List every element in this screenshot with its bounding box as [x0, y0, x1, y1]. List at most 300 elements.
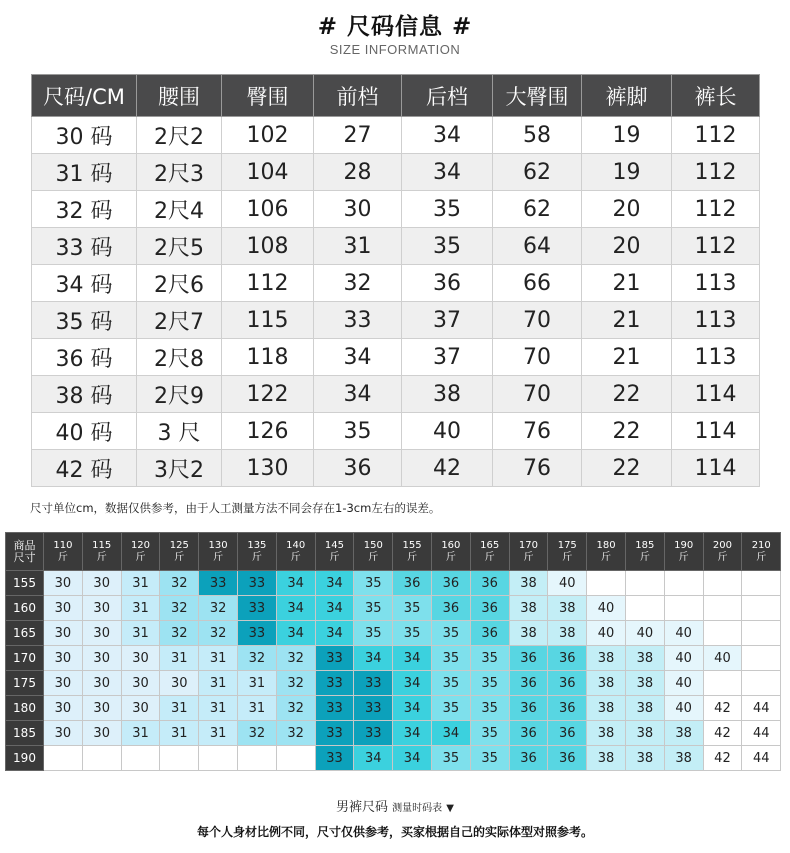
ref-size-cell: 31 — [199, 646, 238, 671]
ref-size-cell: 44 — [742, 746, 781, 771]
weight-value: 120 — [130, 539, 151, 551]
weight-col-header — [431, 533, 470, 571]
ref-size-cell — [587, 571, 626, 596]
corner-label: 尺寸 — [13, 550, 36, 564]
size-value-cell: 34 — [402, 117, 493, 154]
ref-size-cell: 40 — [548, 571, 587, 596]
size-value-cell: 19 — [582, 117, 672, 154]
ref-size-cell: 34 — [276, 621, 315, 646]
ref-size-cell: 35 — [431, 696, 470, 721]
weight-value: 165 — [480, 539, 500, 551]
size-table-row — [32, 339, 760, 376]
size-value-cell: 58 — [493, 117, 582, 154]
weight-value: 150 — [363, 539, 383, 551]
ref-size-cell — [703, 621, 742, 646]
size-col-header: 尺码/CM — [32, 75, 137, 117]
ref-size-cell: 40 — [664, 621, 703, 646]
size-value-cell: 35 — [314, 413, 402, 450]
ref-size-cell: 35 — [431, 646, 470, 671]
ref-size-cell: 31 — [160, 721, 199, 746]
ref-size-cell: 38 — [587, 721, 626, 746]
size-col-header: 前档 — [314, 75, 402, 117]
height-row-header: 180 — [6, 696, 44, 721]
size-value-cell: 35 — [402, 228, 493, 265]
size-label-cell: 30 码 — [32, 117, 137, 154]
size-value-cell: 114 — [672, 450, 760, 487]
ref-size-cell: 33 — [237, 571, 276, 596]
weight-col-header — [664, 533, 703, 571]
ref-size-cell — [742, 596, 781, 621]
ref-size-cell: 38 — [587, 746, 626, 771]
size-value-cell: 118 — [222, 339, 314, 376]
size-value-cell: 27 — [314, 117, 402, 154]
ref-size-cell: 34 — [315, 596, 354, 621]
ref-size-cell — [664, 571, 703, 596]
weight-unit: 斤 — [523, 551, 534, 563]
ref-size-cell: 34 — [315, 571, 354, 596]
ref-size-cell — [121, 746, 160, 771]
size-label-cell: 36 码 — [32, 339, 137, 376]
ref-size-cell: 38 — [625, 721, 664, 746]
size-value-cell: 3 尺 — [137, 413, 222, 450]
ref-size-cell — [742, 571, 781, 596]
ref-size-cell — [44, 746, 83, 771]
size-value-cell: 34 — [314, 339, 402, 376]
weight-col-header — [199, 533, 238, 571]
weight-value: 185 — [635, 539, 655, 551]
weight-value: 175 — [557, 539, 577, 551]
ref-size-cell: 35 — [431, 621, 470, 646]
ref-size-cell: 34 — [315, 621, 354, 646]
size-value-cell: 2尺3 — [137, 154, 222, 191]
size-value-cell: 113 — [672, 339, 760, 376]
size-value-cell: 40 — [402, 413, 493, 450]
ref-size-cell: 35 — [470, 646, 509, 671]
weight-unit: 斤 — [756, 551, 767, 563]
ref-size-cell: 42 — [703, 746, 742, 771]
ref-size-cell: 35 — [354, 571, 393, 596]
weight-col-header — [160, 533, 199, 571]
ref-size-cell: 40 — [587, 596, 626, 621]
ref-size-cell: 33 — [354, 696, 393, 721]
ref-size-cell: 35 — [470, 696, 509, 721]
ref-size-cell: 36 — [509, 721, 548, 746]
size-label-cell: 32 码 — [32, 191, 137, 228]
ref-size-cell: 34 — [393, 696, 432, 721]
ref-size-cell: 31 — [160, 696, 199, 721]
ref-size-cell: 36 — [470, 621, 509, 646]
ref-size-cell: 31 — [160, 646, 199, 671]
size-table-row — [32, 376, 760, 413]
ref-size-cell: 44 — [742, 721, 781, 746]
ref-size-cell: 36 — [548, 696, 587, 721]
ref-size-cell: 33 — [354, 721, 393, 746]
ref-size-cell — [276, 746, 315, 771]
size-value-cell: 112 — [672, 228, 760, 265]
weight-unit: 斤 — [368, 551, 379, 563]
size-value-cell: 106 — [222, 191, 314, 228]
weight-col-header — [703, 533, 742, 571]
size-label-cell: 35 码 — [32, 302, 137, 339]
size-value-cell: 112 — [672, 154, 760, 191]
ref-size-cell: 30 — [82, 646, 121, 671]
ref-size-cell: 40 — [587, 621, 626, 646]
weight-value: 180 — [596, 539, 616, 551]
weight-height-reference-table — [5, 532, 781, 771]
weight-value: 155 — [402, 539, 422, 551]
size-label-cell: 40 码 — [32, 413, 137, 450]
size-value-cell: 20 — [582, 191, 672, 228]
size-value-cell: 19 — [582, 154, 672, 191]
ref-size-cell — [703, 571, 742, 596]
size-info-table — [31, 74, 760, 487]
weight-value: 170 — [518, 539, 538, 551]
ref-size-cell: 32 — [276, 646, 315, 671]
ref-size-cell: 32 — [276, 671, 315, 696]
weight-unit: 斤 — [717, 551, 728, 563]
size-value-cell: 112 — [672, 117, 760, 154]
weight-value: 210 — [751, 539, 771, 551]
height-row-header: 155 — [6, 571, 44, 596]
ref-size-cell: 40 — [625, 621, 664, 646]
size-value-cell: 112 — [672, 191, 760, 228]
size-value-cell: 66 — [493, 265, 582, 302]
ref-size-cell: 30 — [44, 571, 83, 596]
ref-table-row — [6, 621, 781, 646]
size-value-cell: 36 — [402, 265, 493, 302]
height-row-header: 165 — [6, 621, 44, 646]
ref-size-cell: 35 — [470, 671, 509, 696]
size-value-cell: 2尺5 — [137, 228, 222, 265]
size-table-row — [32, 450, 760, 487]
size-value-cell: 122 — [222, 376, 314, 413]
ref-size-cell: 31 — [199, 671, 238, 696]
size-value-cell: 21 — [582, 265, 672, 302]
ref-size-cell: 35 — [393, 621, 432, 646]
weight-col-header — [121, 533, 160, 571]
ref-size-cell: 31 — [121, 621, 160, 646]
size-value-cell: 34 — [402, 154, 493, 191]
size-value-cell: 32 — [314, 265, 402, 302]
ref-size-cell: 34 — [354, 746, 393, 771]
size-label-cell: 34 码 — [32, 265, 137, 302]
ref-size-cell: 33 — [199, 571, 238, 596]
weight-unit: 斤 — [445, 551, 456, 563]
weight-unit: 斤 — [251, 551, 262, 563]
size-value-cell: 3尺2 — [137, 450, 222, 487]
weight-col-header — [354, 533, 393, 571]
ref-size-cell: 36 — [548, 721, 587, 746]
ref-size-cell: 33 — [315, 721, 354, 746]
size-value-cell: 37 — [402, 302, 493, 339]
ref-size-cell: 36 — [431, 571, 470, 596]
ref-size-cell: 38 — [664, 746, 703, 771]
size-value-cell: 2尺6 — [137, 265, 222, 302]
ref-size-cell: 38 — [625, 696, 664, 721]
ref-size-cell: 30 — [44, 646, 83, 671]
size-table-row — [32, 265, 760, 302]
size-table-header — [32, 75, 760, 117]
ref-size-cell — [742, 621, 781, 646]
ref-size-cell: 30 — [121, 696, 160, 721]
size-value-cell: 126 — [222, 413, 314, 450]
caret-down-icon: ▼ — [446, 803, 454, 814]
ref-size-cell — [199, 746, 238, 771]
size-value-cell: 42 — [402, 450, 493, 487]
weight-value: 130 — [208, 539, 228, 551]
size-value-cell: 62 — [493, 154, 582, 191]
ref-size-cell: 31 — [199, 721, 238, 746]
size-label-cell: 42 码 — [32, 450, 137, 487]
ref-size-cell: 30 — [44, 596, 83, 621]
ref-size-cell: 36 — [509, 671, 548, 696]
ref-size-cell: 38 — [587, 646, 626, 671]
size-value-cell: 114 — [672, 413, 760, 450]
size-label-cell: 38 码 — [32, 376, 137, 413]
ref-size-cell: 38 — [509, 571, 548, 596]
size-value-cell: 28 — [314, 154, 402, 191]
ref-size-cell — [237, 746, 276, 771]
measurement-note: 尺寸单位cm，数据仅供参考，由于人工测量方法不同会存在1-3cm左右的误差。 — [30, 501, 441, 515]
weight-col-header — [548, 533, 587, 571]
weight-value: 135 — [247, 539, 267, 551]
weight-unit: 斤 — [96, 551, 107, 563]
ref-size-cell: 30 — [44, 671, 83, 696]
ref-size-cell: 38 — [625, 646, 664, 671]
size-value-cell: 20 — [582, 228, 672, 265]
ref-size-cell: 35 — [470, 746, 509, 771]
weight-value: 145 — [324, 539, 345, 551]
ref-size-cell: 30 — [121, 671, 160, 696]
size-col-header: 臀围 — [222, 75, 314, 117]
size-value-cell: 21 — [582, 339, 672, 376]
ref-size-cell — [160, 746, 199, 771]
disclaimer: 每个人身材比例不同，尺寸仅供参考，买家根据自己的实际体型对照参考。 — [196, 825, 593, 839]
size-value-cell: 113 — [672, 265, 760, 302]
weight-value: 115 — [92, 539, 112, 551]
weight-col-header — [237, 533, 276, 571]
weight-col-header — [742, 533, 781, 571]
ref-size-cell: 36 — [509, 746, 548, 771]
size-col-header: 后档 — [402, 75, 493, 117]
ref-corner-header — [6, 533, 44, 571]
ref-size-cell: 33 — [237, 596, 276, 621]
weight-col-header — [393, 533, 432, 571]
size-value-cell: 102 — [222, 117, 314, 154]
weight-unit: 斤 — [57, 551, 68, 563]
size-value-cell: 64 — [493, 228, 582, 265]
weight-col-header — [470, 533, 509, 571]
weight-unit: 斤 — [678, 551, 689, 563]
ref-size-cell: 34 — [393, 646, 432, 671]
ref-size-cell: 33 — [354, 671, 393, 696]
height-row-header: 190 — [6, 746, 44, 771]
weight-unit: 斤 — [562, 551, 573, 563]
ref-size-cell — [703, 596, 742, 621]
ref-table-row — [6, 646, 781, 671]
size-value-cell: 36 — [314, 450, 402, 487]
height-row-header: 170 — [6, 646, 44, 671]
height-row-header: 175 — [6, 671, 44, 696]
ref-size-cell: 30 — [82, 596, 121, 621]
size-value-cell: 37 — [402, 339, 493, 376]
weight-value: 160 — [441, 539, 461, 551]
weight-value: 200 — [712, 539, 732, 551]
caption-small-text: 测量时码表 — [392, 803, 443, 814]
size-col-header: 裤长 — [672, 75, 760, 117]
size-table-row — [32, 413, 760, 450]
size-label-cell: 31 码 — [32, 154, 137, 191]
ref-table-row — [6, 746, 781, 771]
ref-size-cell: 38 — [587, 696, 626, 721]
ref-size-cell: 30 — [44, 721, 83, 746]
size-table-row — [32, 154, 760, 191]
ref-size-cell: 30 — [82, 721, 121, 746]
ref-size-cell: 35 — [354, 596, 393, 621]
size-value-cell: 35 — [402, 191, 493, 228]
size-value-cell: 113 — [672, 302, 760, 339]
ref-size-cell: 36 — [548, 671, 587, 696]
weight-col-header — [625, 533, 664, 571]
size-table-row — [32, 302, 760, 339]
ref-size-cell: 42 — [703, 696, 742, 721]
weight-col-header — [82, 533, 121, 571]
size-value-cell: 22 — [582, 376, 672, 413]
ref-size-cell: 30 — [160, 671, 199, 696]
ref-size-cell — [742, 671, 781, 696]
weight-col-header — [587, 533, 626, 571]
height-row-header: 160 — [6, 596, 44, 621]
size-value-cell: 70 — [493, 376, 582, 413]
ref-table-header — [6, 533, 781, 571]
ref-size-cell: 30 — [121, 646, 160, 671]
size-value-cell: 70 — [493, 302, 582, 339]
ref-size-cell: 38 — [625, 671, 664, 696]
weight-value: 140 — [286, 539, 306, 551]
ref-size-cell: 31 — [121, 571, 160, 596]
weight-unit: 斤 — [329, 551, 340, 563]
ref-size-cell: 38 — [509, 596, 548, 621]
ref-table-body — [6, 571, 781, 771]
ref-size-cell: 33 — [315, 646, 354, 671]
ref-size-cell: 38 — [664, 721, 703, 746]
ref-size-cell: 35 — [431, 746, 470, 771]
weight-value: 110 — [53, 539, 73, 551]
size-value-cell: 2尺8 — [137, 339, 222, 376]
ref-size-cell: 31 — [237, 696, 276, 721]
size-value-cell: 22 — [582, 450, 672, 487]
weight-col-header — [509, 533, 548, 571]
size-table-row — [32, 191, 760, 228]
ref-size-cell: 30 — [82, 571, 121, 596]
size-value-cell: 62 — [493, 191, 582, 228]
weight-unit: 斤 — [407, 551, 418, 563]
ref-size-cell: 30 — [82, 621, 121, 646]
weight-unit: 斤 — [639, 551, 650, 563]
ref-size-cell: 40 — [664, 646, 703, 671]
size-value-cell: 38 — [402, 376, 493, 413]
ref-size-cell — [625, 596, 664, 621]
ref-size-cell: 35 — [354, 621, 393, 646]
height-row-header: 185 — [6, 721, 44, 746]
size-value-cell: 130 — [222, 450, 314, 487]
ref-size-cell: 31 — [199, 696, 238, 721]
ref-size-cell: 30 — [82, 696, 121, 721]
size-table-row — [32, 228, 760, 265]
size-table-body — [32, 117, 760, 487]
weight-value: 190 — [674, 539, 694, 551]
ref-size-cell: 30 — [44, 696, 83, 721]
ref-size-cell: 40 — [664, 696, 703, 721]
ref-size-cell: 32 — [237, 721, 276, 746]
size-value-cell: 2尺9 — [137, 376, 222, 413]
ref-size-cell: 36 — [509, 646, 548, 671]
size-value-cell: 21 — [582, 302, 672, 339]
ref-size-cell: 32 — [276, 721, 315, 746]
size-value-cell: 2尺7 — [137, 302, 222, 339]
ref-size-cell: 33 — [315, 696, 354, 721]
ref-size-cell: 32 — [199, 596, 238, 621]
size-value-cell: 112 — [222, 265, 314, 302]
ref-table-row — [6, 671, 781, 696]
ref-size-cell: 38 — [548, 621, 587, 646]
weight-unit: 斤 — [484, 551, 495, 563]
size-table-row — [32, 117, 760, 154]
weight-unit: 斤 — [213, 551, 224, 563]
ref-size-cell: 30 — [82, 671, 121, 696]
ref-size-cell — [664, 596, 703, 621]
ref-size-cell — [703, 671, 742, 696]
ref-size-cell: 36 — [470, 571, 509, 596]
ref-size-cell: 32 — [160, 571, 199, 596]
ref-size-cell: 42 — [703, 721, 742, 746]
ref-size-cell: 38 — [548, 596, 587, 621]
corner-label: 商品 — [13, 538, 36, 552]
ref-size-cell: 35 — [393, 596, 432, 621]
ref-size-cell — [742, 646, 781, 671]
size-col-header: 大臀围 — [493, 75, 582, 117]
size-value-cell: 34 — [314, 376, 402, 413]
size-col-header: 腰围 — [137, 75, 222, 117]
ref-table-row — [6, 721, 781, 746]
weight-unit: 斤 — [601, 551, 612, 563]
ref-size-cell: 35 — [470, 721, 509, 746]
size-value-cell: 30 — [314, 191, 402, 228]
caption-text: 男裤尺码 — [336, 800, 389, 815]
ref-size-cell: 33 — [315, 671, 354, 696]
ref-size-cell: 34 — [393, 721, 432, 746]
ref-size-cell: 32 — [160, 621, 199, 646]
ref-size-cell: 32 — [237, 646, 276, 671]
size-value-cell: 22 — [582, 413, 672, 450]
ref-size-cell: 30 — [44, 621, 83, 646]
size-value-cell: 104 — [222, 154, 314, 191]
ref-size-cell: 36 — [509, 696, 548, 721]
ref-size-cell: 34 — [354, 646, 393, 671]
ref-size-cell: 40 — [664, 671, 703, 696]
weight-col-header — [315, 533, 354, 571]
size-value-cell: 2尺4 — [137, 191, 222, 228]
ref-size-cell: 31 — [121, 721, 160, 746]
ref-size-cell: 33 — [237, 621, 276, 646]
ref-size-cell: 34 — [393, 671, 432, 696]
ref-size-cell: 32 — [160, 596, 199, 621]
ref-size-cell: 34 — [276, 596, 315, 621]
weight-value: 125 — [169, 539, 189, 551]
size-value-cell: 31 — [314, 228, 402, 265]
ref-size-cell — [625, 571, 664, 596]
size-value-cell: 76 — [493, 413, 582, 450]
